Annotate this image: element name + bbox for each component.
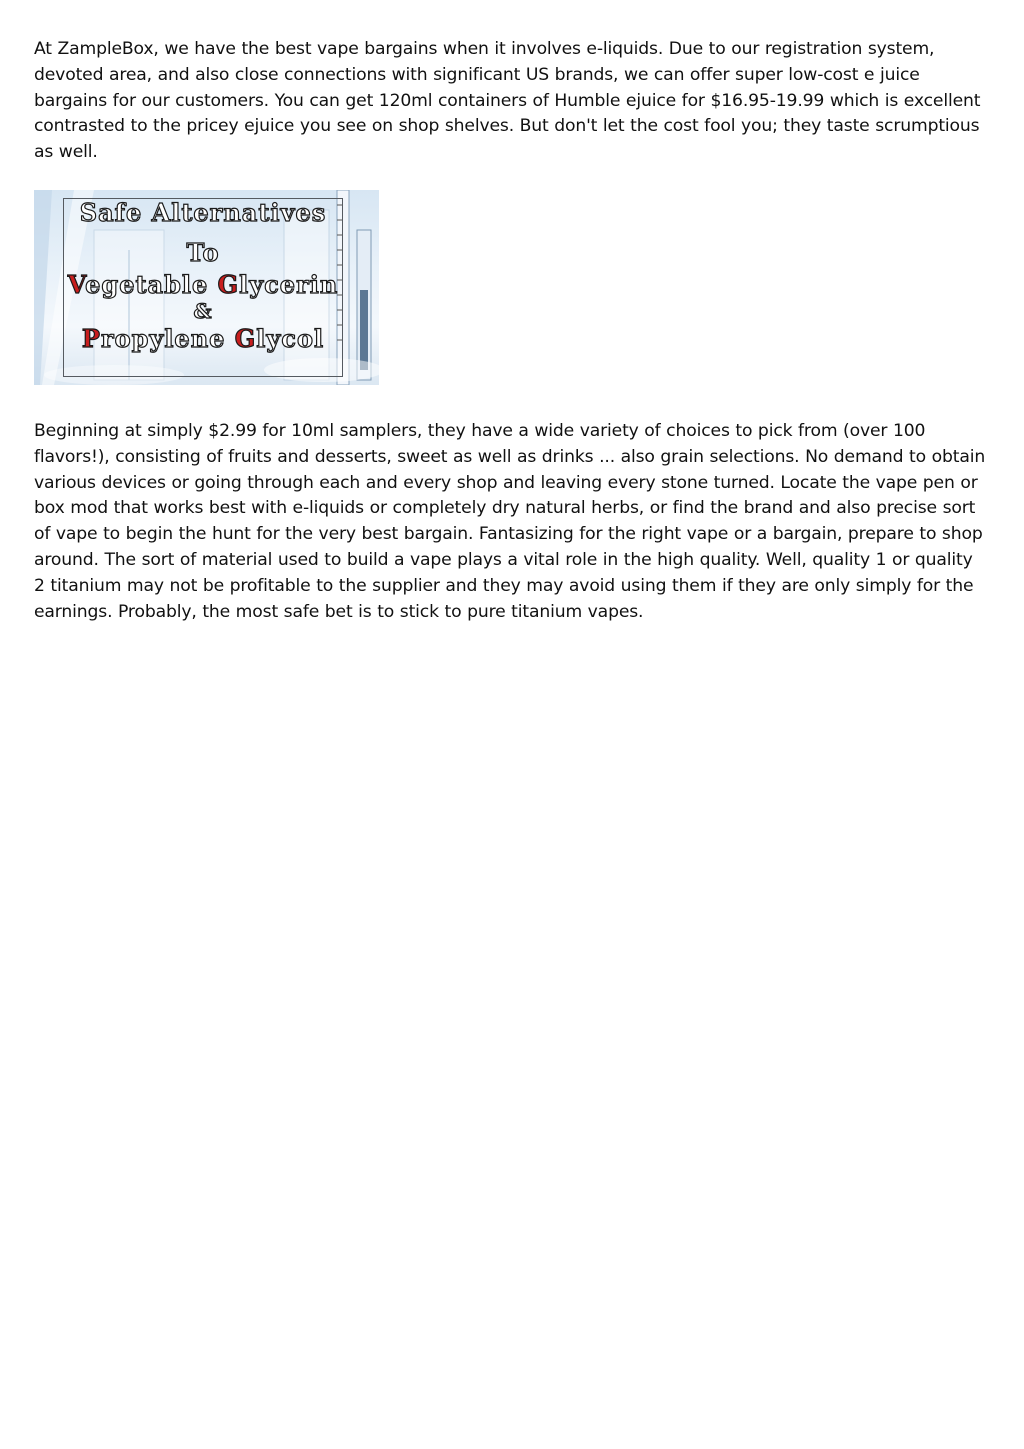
document-page [34, 37, 994, 625]
line-5-word-2: lycol [256, 323, 325, 353]
initial-g-2: G [234, 323, 257, 353]
image-title-line-2: To [186, 237, 220, 267]
article-image [34, 190, 379, 385]
line-3-word-1: egetable [85, 269, 218, 299]
paragraph-details: Beginning at simply $2.99 for 10ml samplers, they have a wide variety of choices to pick from (over 100 flavors!), consisting of fruits and desserts, sweet as well as drinks ... also grain selections. No demand to obtain various devices or going through each and every shop and leaving every stone turned. Locate the vape pen or box mod that works best with e-liquids or completely dry natural herbs, or find the brand and also precise sort of vape to begin the hunt for the very best bargain. Fantasizing for the right vape or a bargain, prepare to shop around. The sort of material used to build a vape plays a vital role in the high quality. Well, quality 1 or quality 2 titanium may not be profitable to the supplier and they may avoid using them if they are only simply for the earnings. Probably, the most safe bet is to stick to pure titanium vapes. [34, 420, 986, 622]
line-5-word-1: ropylene [100, 323, 235, 353]
image-title-line-3 [63, 270, 343, 299]
line-3-word-2: lycerin [239, 269, 339, 299]
image-title-line-4: & [193, 298, 213, 323]
initial-p: P [81, 323, 101, 353]
paragraph-intro: At ZampleBox, we have the best vape bargains when it involves e-liquids. Due to our registration system, devoted area, and also close connections with significant US brands, we can offer super low-cost e juice bargains for our customers. You can get 120ml containers of Humble ejuice for $16.95-19.99 which is excellent contrasted to the pricey ejuice you see on shop shelves. But don't let the cost fool you; they taste scrumptious as well. [34, 39, 981, 163]
image-title-line-1: Safe Alternatives [79, 197, 327, 227]
initial-g: G [217, 269, 240, 299]
initial-v: V [67, 269, 86, 299]
image-title-line-5 [63, 324, 343, 353]
